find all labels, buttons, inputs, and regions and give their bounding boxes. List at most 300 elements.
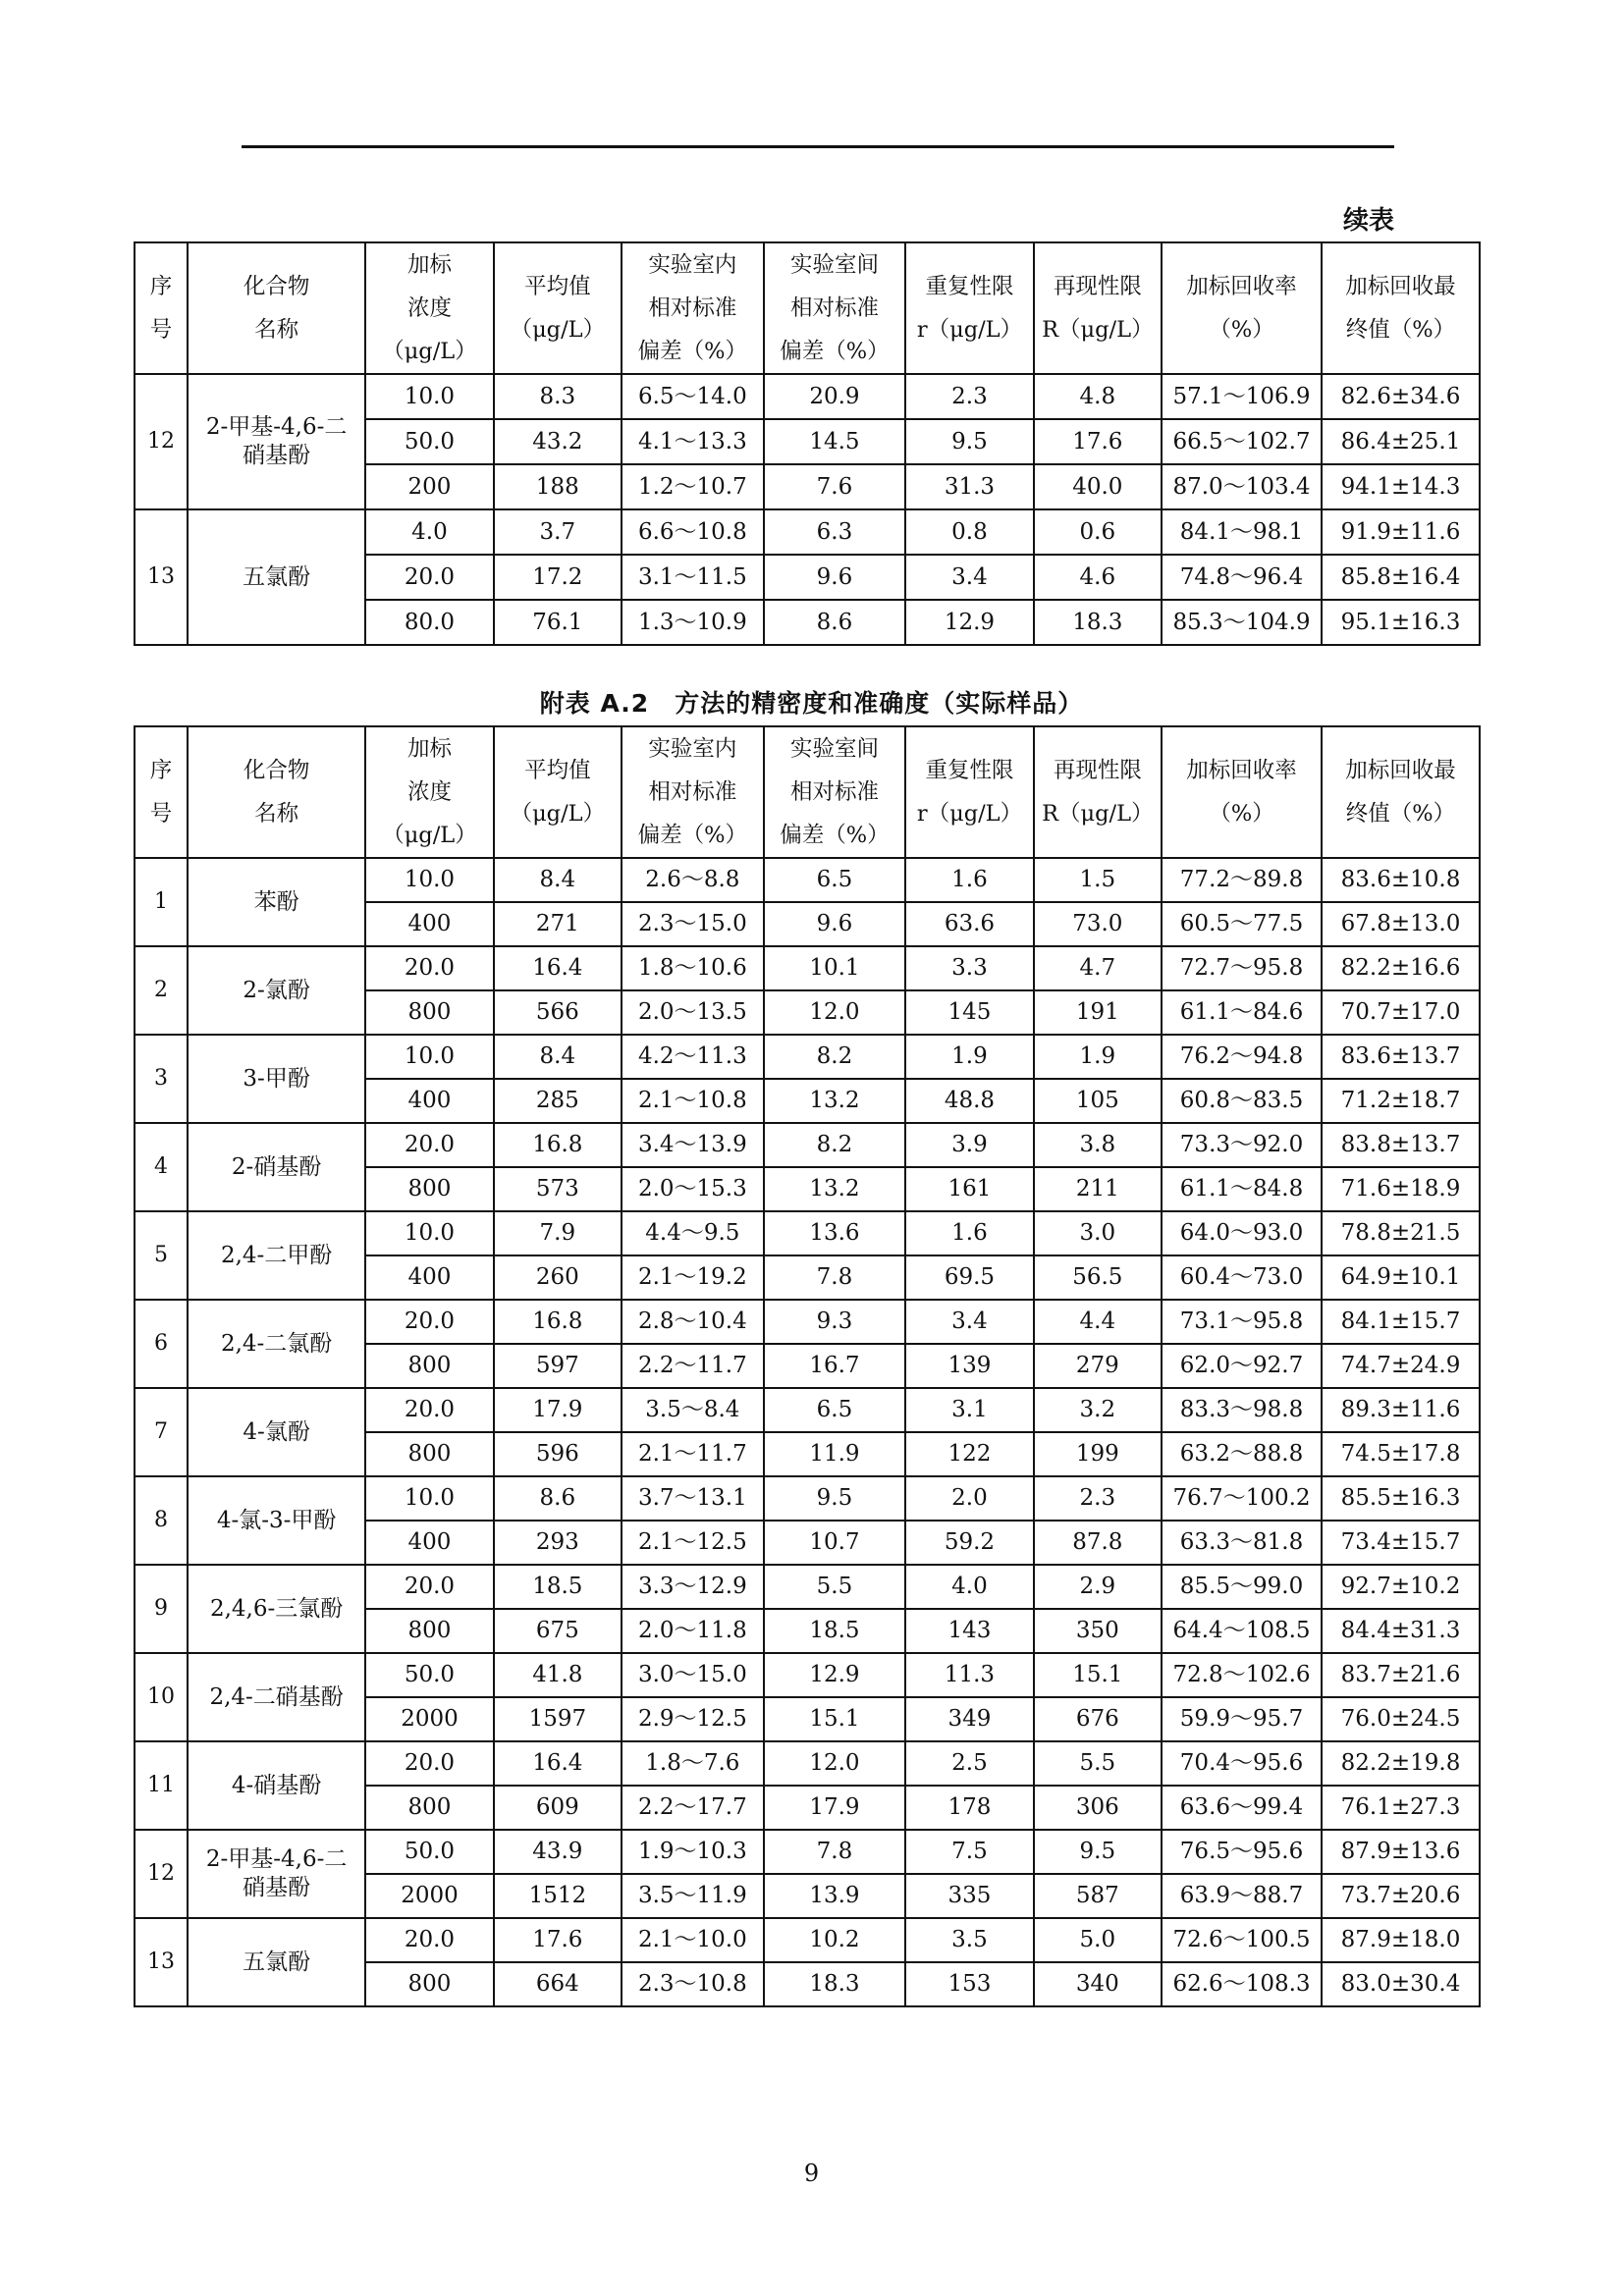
table-cell: 2.5 [905, 1741, 1033, 1786]
table-row [135, 1653, 1480, 1697]
column-header-line: R（μg/L） [1042, 317, 1154, 343]
table-cell: 62.0～92.7 [1162, 1344, 1322, 1388]
table-cell: 400 [365, 902, 493, 946]
table-cell: 89.3±11.6 [1322, 1388, 1480, 1432]
table-cell: 8.3 [494, 374, 622, 419]
table-cell: 5.5 [764, 1565, 906, 1609]
table-cell: 83.0±30.4 [1322, 1962, 1480, 2006]
page-number: 9 [803, 2160, 820, 2187]
table-cell: 10.0 [365, 1476, 493, 1521]
table-cell: 178 [905, 1786, 1033, 1830]
table-cell: 64.0～93.0 [1162, 1211, 1322, 1255]
column-header [905, 242, 1033, 374]
table-cell: 8.2 [764, 1123, 906, 1167]
table-cell: 20.0 [365, 555, 493, 600]
table-cell: 1.6 [905, 1211, 1033, 1255]
table-cell: 10.2 [764, 1918, 906, 1962]
table-cell: 7.8 [764, 1830, 906, 1874]
table-cell: 20.0 [365, 1741, 493, 1786]
table-cell: 74.7±24.9 [1322, 1344, 1480, 1388]
table-cell: 31.3 [905, 464, 1033, 509]
column-header [494, 726, 622, 858]
table-cell: 1.8～7.6 [622, 1741, 764, 1786]
column-header-line: 平均值 [524, 274, 591, 299]
table-cell: 10.0 [365, 1035, 493, 1079]
table-cell: 800 [365, 990, 493, 1035]
table-cell: 71.2±18.7 [1322, 1079, 1480, 1123]
table-cell: 3.4 [905, 555, 1033, 600]
table-cell: 2.3～10.8 [622, 1962, 764, 2006]
table-cell: 84.1±15.7 [1322, 1300, 1480, 1344]
table-cell: 76.2～94.8 [1162, 1035, 1322, 1079]
table-cell: 73.0 [1034, 902, 1162, 946]
table-cell: 2.8～10.4 [622, 1300, 764, 1344]
table-cell: 40.0 [1034, 464, 1162, 509]
table-cell: 3.4 [905, 1300, 1033, 1344]
table-cell: 800 [365, 1344, 493, 1388]
table-cell: 349 [905, 1697, 1033, 1741]
compound-name-cell: 4-硝基酚 [188, 1741, 365, 1830]
table-cell: 64.9±10.1 [1322, 1255, 1480, 1300]
table-cell: 400 [365, 1255, 493, 1300]
column-header-line: 加标回收最 [1345, 274, 1456, 299]
table-cell: 3.5～8.4 [622, 1388, 764, 1432]
column-header [494, 242, 622, 374]
table-cell: 17.2 [494, 555, 622, 600]
column-header-line: 名称 [254, 317, 299, 343]
table-cell: 6.5 [764, 858, 906, 902]
table-cell: 20.0 [365, 1918, 493, 1962]
table-cell: 139 [905, 1344, 1033, 1388]
table-cell: 3.9 [905, 1123, 1033, 1167]
table-cell: 800 [365, 1609, 493, 1653]
sequence-number-cell: 2 [135, 946, 188, 1035]
table-cell: 800 [365, 1432, 493, 1476]
table-cell: 9.3 [764, 1300, 906, 1344]
table-cell: 3.1～11.5 [622, 555, 764, 600]
table-cell: 20.0 [365, 1565, 493, 1609]
table-cell: 4.7 [1034, 946, 1162, 990]
table-cell: 7.6 [764, 464, 906, 509]
table-cell: 13.9 [764, 1874, 906, 1918]
column-header-line: （μg/L） [382, 339, 477, 364]
table-cell: 4.4 [1034, 1300, 1162, 1344]
column-header [622, 726, 764, 858]
column-header-line: 相对标准 [789, 295, 879, 321]
table-cell: 50.0 [365, 1653, 493, 1697]
table-cell: 3.5 [905, 1918, 1033, 1962]
table-cell: 72.8～102.6 [1162, 1653, 1322, 1697]
table-row [135, 1476, 1480, 1521]
table-cell: 279 [1034, 1344, 1162, 1388]
table-cell: 1512 [494, 1874, 622, 1918]
column-header-line: 偏差（%） [637, 823, 748, 848]
table-cell: 73.7±20.6 [1322, 1874, 1480, 1918]
table-cell: 17.9 [494, 1388, 622, 1432]
column-header [764, 726, 906, 858]
table-cell: 16.8 [494, 1123, 622, 1167]
table-cell: 91.9±11.6 [1322, 509, 1480, 555]
table-cell: 16.8 [494, 1300, 622, 1344]
table-cell: 73.3～92.0 [1162, 1123, 1322, 1167]
table-cell: 18.3 [1034, 600, 1162, 645]
table-row [135, 1830, 1480, 1874]
table-cell: 16.4 [494, 1741, 622, 1786]
table-body [135, 858, 1480, 2006]
column-header-line: （%） [1209, 317, 1274, 343]
table-cell: 12.9 [905, 600, 1033, 645]
table-cell: 3.4～13.9 [622, 1123, 764, 1167]
table-cell: 41.8 [494, 1653, 622, 1697]
table-cell: 85.8±16.4 [1322, 555, 1480, 600]
table-cell: 6.5～14.0 [622, 374, 764, 419]
table-cell: 2.3 [1034, 1476, 1162, 1521]
table-cell: 2000 [365, 1874, 493, 1918]
table-cell: 10.1 [764, 946, 906, 990]
column-header-line: 偏差（%） [637, 339, 748, 364]
table-cell: 87.9±13.6 [1322, 1830, 1480, 1874]
table-cell: 7.9 [494, 1211, 622, 1255]
table-cell: 2.0～11.8 [622, 1609, 764, 1653]
table-row [135, 1300, 1480, 1344]
table-cell: 4.1～13.3 [622, 419, 764, 464]
table-cell: 4.4～9.5 [622, 1211, 764, 1255]
table-cell: 3.2 [1034, 1388, 1162, 1432]
table-cell: 85.5～99.0 [1162, 1565, 1322, 1609]
column-header-line: 实验室间 [789, 252, 879, 278]
table-cell: 80.0 [365, 600, 493, 645]
table-cell: 63.2～88.8 [1162, 1432, 1322, 1476]
table-cell: 12.0 [764, 1741, 906, 1786]
table-cell: 143 [905, 1609, 1033, 1653]
compound-name-cell: 2,4-二硝基酚 [188, 1653, 365, 1741]
table-cell: 1.6 [905, 858, 1033, 902]
table-row [135, 1211, 1480, 1255]
column-header-line: 相对标准 [648, 295, 737, 321]
column-header-line: 实验室内 [648, 252, 737, 278]
table-cell: 84.4±31.3 [1322, 1609, 1480, 1653]
table-cell: 9.6 [764, 555, 906, 600]
column-header-line: 化合物 [243, 758, 310, 783]
compound-name-cell: 4-氯酚 [188, 1388, 365, 1476]
table-cell: 7.5 [905, 1830, 1033, 1874]
sequence-number-cell: 1 [135, 858, 188, 946]
column-header-line: 加标回收率 [1186, 274, 1297, 299]
precision-table-continued [134, 241, 1481, 646]
table-cell: 76.5～95.6 [1162, 1830, 1322, 1874]
table-cell: 87.8 [1034, 1521, 1162, 1565]
column-header-line: 相对标准 [648, 779, 737, 805]
table-cell: 17.9 [764, 1786, 906, 1830]
table-cell: 1597 [494, 1697, 622, 1741]
table-cell: 8.2 [764, 1035, 906, 1079]
table-cell: 1.9～10.3 [622, 1830, 764, 1874]
column-header-line: 偏差（%） [780, 339, 890, 364]
table-header-row [135, 726, 1480, 858]
table-cell: 2.9～12.5 [622, 1697, 764, 1741]
table-cell: 20.9 [764, 374, 906, 419]
column-header [622, 242, 764, 374]
column-header [135, 726, 188, 858]
sequence-number-cell: 8 [135, 1476, 188, 1565]
sequence-number-cell: 13 [135, 509, 188, 645]
continued-label: 续表 [1342, 206, 1394, 236]
table-cell: 10.7 [764, 1521, 906, 1565]
sequence-number-cell: 4 [135, 1123, 188, 1211]
table-cell: 2.3～15.0 [622, 902, 764, 946]
table-cell: 18.5 [764, 1609, 906, 1653]
table-cell: 4.2～11.3 [622, 1035, 764, 1079]
table-cell: 76.1 [494, 600, 622, 645]
column-header [1034, 242, 1162, 374]
sequence-number-cell: 7 [135, 1388, 188, 1476]
column-header [188, 726, 365, 858]
table-cell: 4.8 [1034, 374, 1162, 419]
column-header-line: 实验室间 [789, 736, 879, 762]
table-cell: 95.1±16.3 [1322, 600, 1480, 645]
table-cell: 17.6 [1034, 419, 1162, 464]
table-header-row [135, 242, 1480, 374]
table-cell: 105 [1034, 1079, 1162, 1123]
table-cell: 211 [1034, 1167, 1162, 1211]
table-cell: 64.4～108.5 [1162, 1609, 1322, 1653]
table-row [135, 509, 1480, 555]
compound-name-cell: 2,4-二甲酚 [188, 1211, 365, 1300]
table-cell: 587 [1034, 1874, 1162, 1918]
table-cell: 191 [1034, 990, 1162, 1035]
table-row [135, 1035, 1480, 1079]
table-cell: 59.9～95.7 [1162, 1697, 1322, 1741]
table-cell: 2.2～17.7 [622, 1786, 764, 1830]
column-header-line: 重复性限 [925, 274, 1014, 299]
table-cell: 61.1～84.6 [1162, 990, 1322, 1035]
column-header-line: 加标 [406, 252, 452, 278]
table-cell: 13.6 [764, 1211, 906, 1255]
table-cell: 9.5 [764, 1476, 906, 1521]
table-cell: 77.2～89.8 [1162, 858, 1322, 902]
table-cell: 6.3 [764, 509, 906, 555]
table-cell: 13.2 [764, 1167, 906, 1211]
table-cell: 9.5 [905, 419, 1033, 464]
table-cell: 1.3～10.9 [622, 600, 764, 645]
table-cell: 153 [905, 1962, 1033, 2006]
table-cell: 59.2 [905, 1521, 1033, 1565]
table-cell: 20.0 [365, 1300, 493, 1344]
compound-name-cell: 2-硝基酚 [188, 1123, 365, 1211]
table-cell: 1.9 [1034, 1035, 1162, 1079]
table-cell: 84.1～98.1 [1162, 509, 1322, 555]
table-cell: 0.6 [1034, 509, 1162, 555]
table-row [135, 858, 1480, 902]
compound-name-cell: 2-甲基-4,6-二硝基酚 [188, 1830, 365, 1918]
precision-table-a2 [134, 725, 1481, 2007]
table-cell: 800 [365, 1167, 493, 1211]
table-cell: 350 [1034, 1609, 1162, 1653]
table-cell: 10.0 [365, 374, 493, 419]
sequence-number-cell: 11 [135, 1741, 188, 1830]
column-header-line: 加标 [406, 736, 452, 762]
table-cell: 17.6 [494, 1918, 622, 1962]
column-header [135, 242, 188, 374]
table-cell: 200 [365, 464, 493, 509]
table-cell: 83.8±13.7 [1322, 1123, 1480, 1167]
table-cell: 18.3 [764, 1962, 906, 2006]
table-cell: 3.7～13.1 [622, 1476, 764, 1521]
table-cell: 63.3～81.8 [1162, 1521, 1322, 1565]
column-header-line: 浓度 [406, 295, 452, 321]
column-header [1322, 726, 1480, 858]
column-header-line: 号 [149, 801, 173, 827]
compound-name-cell: 五氯酚 [188, 509, 365, 645]
column-header-line: r（μg/L） [916, 317, 1023, 343]
table-cell: 1.5 [1034, 858, 1162, 902]
column-header [365, 726, 493, 858]
column-header-line: 相对标准 [789, 779, 879, 805]
sequence-number-cell: 12 [135, 374, 188, 509]
table-cell: 2.0～13.5 [622, 990, 764, 1035]
table-cell: 1.8～10.6 [622, 946, 764, 990]
table-cell: 5.0 [1034, 1918, 1162, 1962]
table-cell: 82.6±34.6 [1322, 374, 1480, 419]
table-cell: 16.7 [764, 1344, 906, 1388]
table-cell: 293 [494, 1521, 622, 1565]
table-cell: 20.0 [365, 1388, 493, 1432]
table-row [135, 946, 1480, 990]
table-cell: 7.8 [764, 1255, 906, 1300]
table-cell: 285 [494, 1079, 622, 1123]
table-cell: 9.6 [764, 902, 906, 946]
table-cell: 676 [1034, 1697, 1162, 1741]
table-cell: 60.4～73.0 [1162, 1255, 1322, 1300]
column-header [188, 242, 365, 374]
column-header-line: （μg/L） [382, 823, 477, 848]
table-cell: 83.7±21.6 [1322, 1653, 1480, 1697]
table-cell: 12.9 [764, 1653, 906, 1697]
column-header [905, 726, 1033, 858]
sequence-number-cell: 10 [135, 1653, 188, 1741]
column-header-line: 加标回收最 [1345, 758, 1456, 783]
header-rule [242, 145, 1394, 148]
table-a2-caption: 附表 A.2 方法的精密度和准确度（实际样品） [539, 689, 1084, 718]
compound-name-cell: 2-甲基-4,6-二硝基酚 [188, 374, 365, 509]
column-header-line: 序 [149, 758, 173, 783]
table-cell: 4.0 [905, 1565, 1033, 1609]
table-cell: 3.5～11.9 [622, 1874, 764, 1918]
table-cell: 66.5～102.7 [1162, 419, 1322, 464]
table-cell: 20.0 [365, 946, 493, 990]
table-cell: 10.0 [365, 1211, 493, 1255]
table-cell: 2.1～11.7 [622, 1432, 764, 1476]
table-cell: 82.2±16.6 [1322, 946, 1480, 990]
table-row [135, 1123, 1480, 1167]
table-cell: 50.0 [365, 419, 493, 464]
table-cell: 20.0 [365, 1123, 493, 1167]
table-cell: 92.7±10.2 [1322, 1565, 1480, 1609]
table-cell: 3.8 [1034, 1123, 1162, 1167]
column-header-line: 平均值 [524, 758, 591, 783]
table-cell: 3.3～12.9 [622, 1565, 764, 1609]
column-header-line: （μg/L） [510, 801, 606, 827]
table-cell: 57.1～106.9 [1162, 374, 1322, 419]
table-cell: 8.6 [494, 1476, 622, 1521]
table-cell: 199 [1034, 1432, 1162, 1476]
table-body [135, 374, 1480, 645]
table-cell: 566 [494, 990, 622, 1035]
table-cell: 609 [494, 1786, 622, 1830]
table-cell: 8.6 [764, 600, 906, 645]
table-cell: 72.7～95.8 [1162, 946, 1322, 990]
table-cell: 2.1～10.8 [622, 1079, 764, 1123]
table-cell: 48.8 [905, 1079, 1033, 1123]
table-cell: 2.0～15.3 [622, 1167, 764, 1211]
table-cell: 2.1～19.2 [622, 1255, 764, 1300]
compound-name-cell: 2,4-二氯酚 [188, 1300, 365, 1388]
table-cell: 94.1±14.3 [1322, 464, 1480, 509]
compound-name-cell: 3-甲酚 [188, 1035, 365, 1123]
table-cell: 70.7±17.0 [1322, 990, 1480, 1035]
table-cell: 73.4±15.7 [1322, 1521, 1480, 1565]
column-header-line: 实验室内 [648, 736, 737, 762]
table-cell: 597 [494, 1344, 622, 1388]
table-cell: 11.9 [764, 1432, 906, 1476]
table-cell: 76.1±27.3 [1322, 1786, 1480, 1830]
table-cell: 6.5 [764, 1388, 906, 1432]
sequence-number-cell: 13 [135, 1918, 188, 2006]
table-cell: 335 [905, 1874, 1033, 1918]
column-header-line: 重复性限 [925, 758, 1014, 783]
table-cell: 63.9～88.7 [1162, 1874, 1322, 1918]
table-cell: 14.5 [764, 419, 906, 464]
column-header [764, 242, 906, 374]
table-cell: 43.9 [494, 1830, 622, 1874]
column-header-line: 偏差（%） [780, 823, 890, 848]
column-header-line: （%） [1209, 801, 1274, 827]
table-cell: 62.6～108.3 [1162, 1962, 1322, 2006]
column-header-line: 终值（%） [1345, 317, 1456, 343]
table-row [135, 1388, 1480, 1432]
table-cell: 83.6±10.8 [1322, 858, 1480, 902]
table-cell: 4.6 [1034, 555, 1162, 600]
table-cell: 43.2 [494, 419, 622, 464]
column-header-line: 序 [149, 274, 173, 299]
column-header-line: 终值（%） [1345, 801, 1456, 827]
table-cell: 83.3～98.8 [1162, 1388, 1322, 1432]
table-cell: 800 [365, 1786, 493, 1830]
table-cell: 3.0～15.0 [622, 1653, 764, 1697]
column-header [365, 242, 493, 374]
table-cell: 6.6～10.8 [622, 509, 764, 555]
table-cell: 145 [905, 990, 1033, 1035]
table-cell: 10.0 [365, 858, 493, 902]
compound-name-cell: 苯酚 [188, 858, 365, 946]
sequence-number-cell: 12 [135, 1830, 188, 1918]
compound-name-cell: 2-氯酚 [188, 946, 365, 1035]
table-cell: 271 [494, 902, 622, 946]
table-cell: 76.7～100.2 [1162, 1476, 1322, 1521]
table-row [135, 1918, 1480, 1962]
table-cell: 16.4 [494, 946, 622, 990]
table-cell: 800 [365, 1962, 493, 2006]
table-cell: 400 [365, 1521, 493, 1565]
table-cell: 11.3 [905, 1653, 1033, 1697]
table-row [135, 1565, 1480, 1609]
column-header-line: 化合物 [243, 274, 310, 299]
table-cell: 8.4 [494, 858, 622, 902]
column-header-line: R（μg/L） [1042, 801, 1154, 827]
table-cell: 87.9±18.0 [1322, 1918, 1480, 1962]
sequence-number-cell: 5 [135, 1211, 188, 1300]
table-cell: 2000 [365, 1697, 493, 1741]
